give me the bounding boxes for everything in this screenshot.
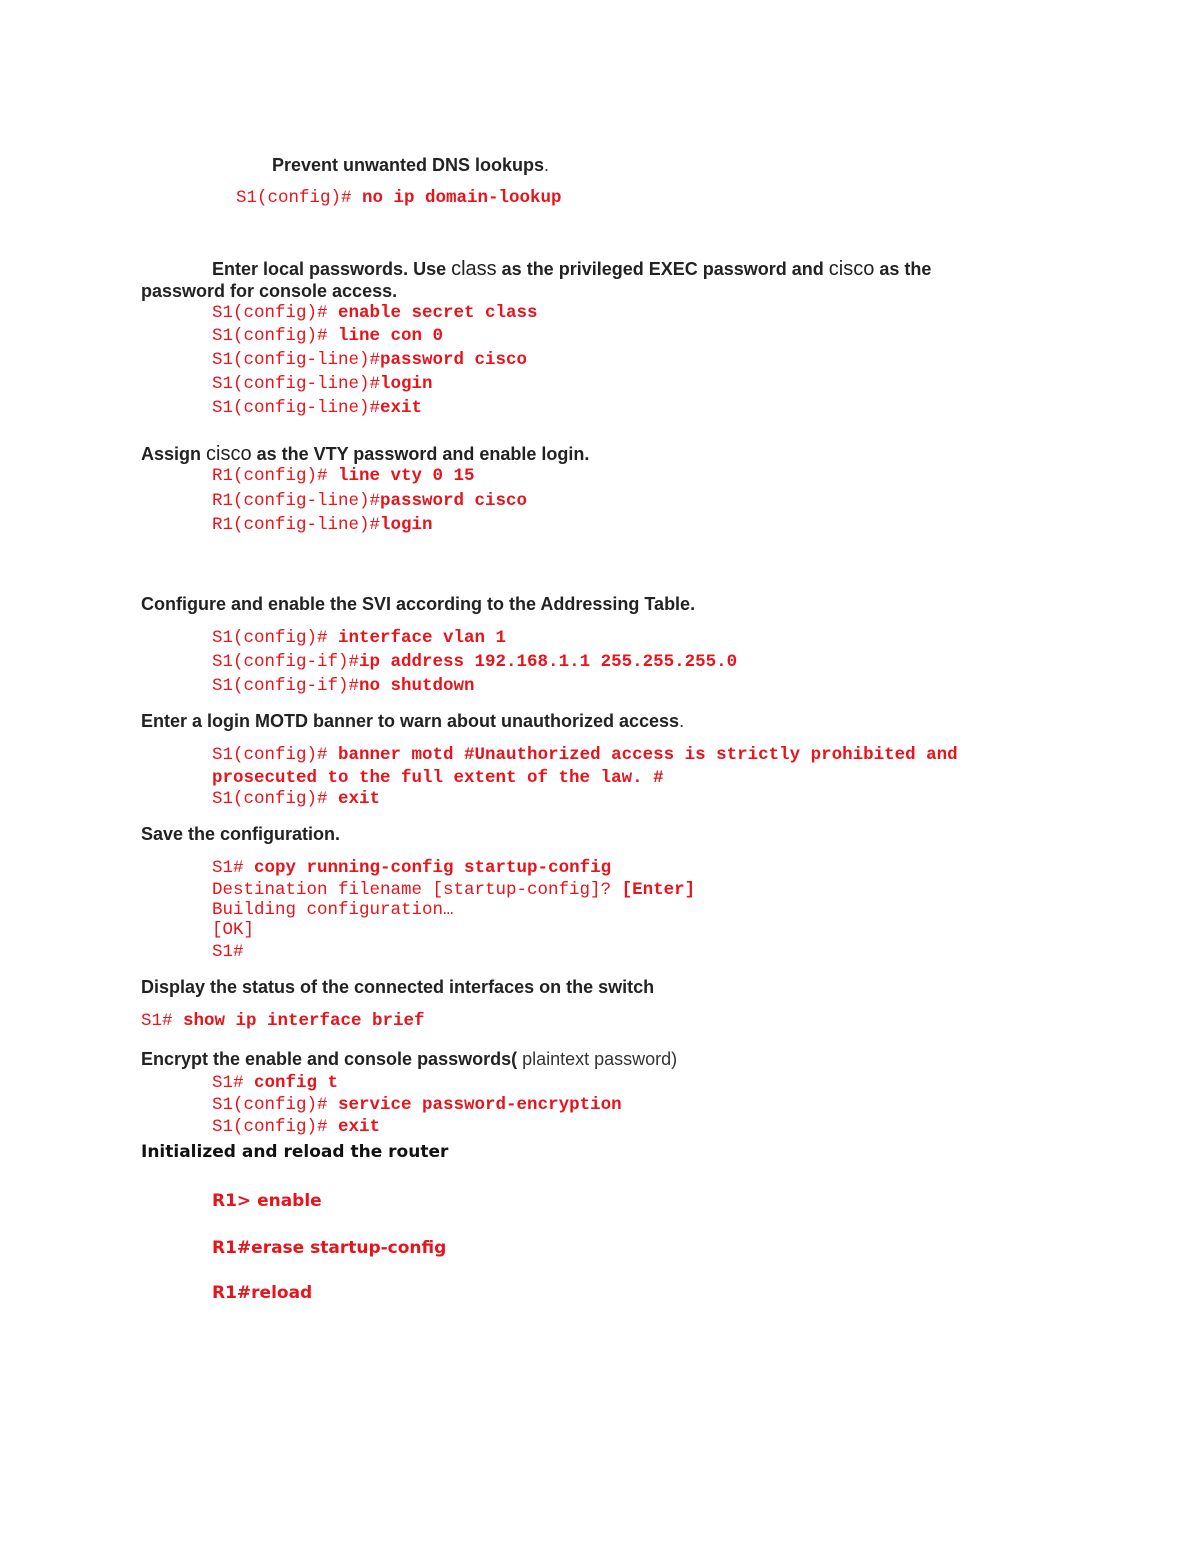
- heading-local-passwords: Enter local passwords. Use class as the privileged EXEC password and cisco as the: [212, 258, 932, 280]
- heading-vty-password: Assign cisco as the VTY password and enable login.: [141, 443, 590, 465]
- code-line: R1#erase startup-config: [212, 1238, 447, 1258]
- heading-reload-router: Initialized and reload the router: [141, 1142, 449, 1162]
- code-line: R1> enable: [212, 1191, 322, 1211]
- code-line: S1#: [212, 942, 244, 962]
- heading-local-passwords-cont: password for console access.: [141, 281, 398, 301]
- code-line: S1(config)# banner motd #Unauthorized access is strictly prohibited and: [212, 745, 958, 765]
- code-line: S1(config-if)#no shutdown: [212, 676, 475, 696]
- code-line: R1(config-line)#login: [212, 515, 433, 535]
- code-line: S1(config)# enable secret class: [212, 303, 538, 323]
- code-line: S1# copy running-config startup-config: [212, 858, 612, 878]
- code-line: S1(config)# service password-encryption: [212, 1095, 622, 1115]
- heading-prevent-dns: Prevent unwanted DNS lookups.: [272, 155, 550, 175]
- heading-show-interfaces: Display the status of the connected interfaces on the switch: [141, 977, 655, 997]
- code-line: S1(config)# interface vlan 1: [212, 628, 507, 648]
- code-line: R1#reload: [212, 1283, 313, 1303]
- code-line: prosecuted to the full extent of the law. #: [212, 768, 664, 788]
- code-line: S1(config-line)#login: [212, 374, 433, 394]
- code-line: Building configuration…: [212, 900, 454, 920]
- code-line: Destination filename [startup-config]? [Enter]: [212, 880, 696, 900]
- code-line: S1# show ip interface brief: [141, 1011, 425, 1031]
- heading-save-config: Save the configuration.: [141, 824, 341, 844]
- code-line: R1(config-line)#password cisco: [212, 491, 528, 511]
- heading-svi: Configure and enable the SVI according to the Addressing Table.: [141, 594, 696, 614]
- code-line: R1(config)# line vty 0 15: [212, 466, 475, 486]
- code-line: [OK]: [212, 920, 255, 940]
- code-line: S1(config-if)#ip address 192.168.1.1 255.255.255.0: [212, 652, 738, 672]
- code-line: S1(config)# exit: [212, 789, 381, 809]
- code-line: S1(config-line)#password cisco: [212, 350, 528, 370]
- code-line: S1# config t: [212, 1073, 339, 1093]
- code-line: S1(config)# no ip domain-lookup: [236, 188, 562, 208]
- heading-encrypt-passwords: Encrypt the enable and console passwords( plaintext password): [141, 1049, 678, 1069]
- heading-motd-banner: Enter a login MOTD banner to warn about unauthorized access.: [141, 711, 685, 731]
- code-line: S1(config)# line con 0: [212, 326, 444, 346]
- code-line: S1(config)# exit: [212, 1117, 381, 1137]
- code-line: S1(config-line)#exit: [212, 398, 423, 418]
